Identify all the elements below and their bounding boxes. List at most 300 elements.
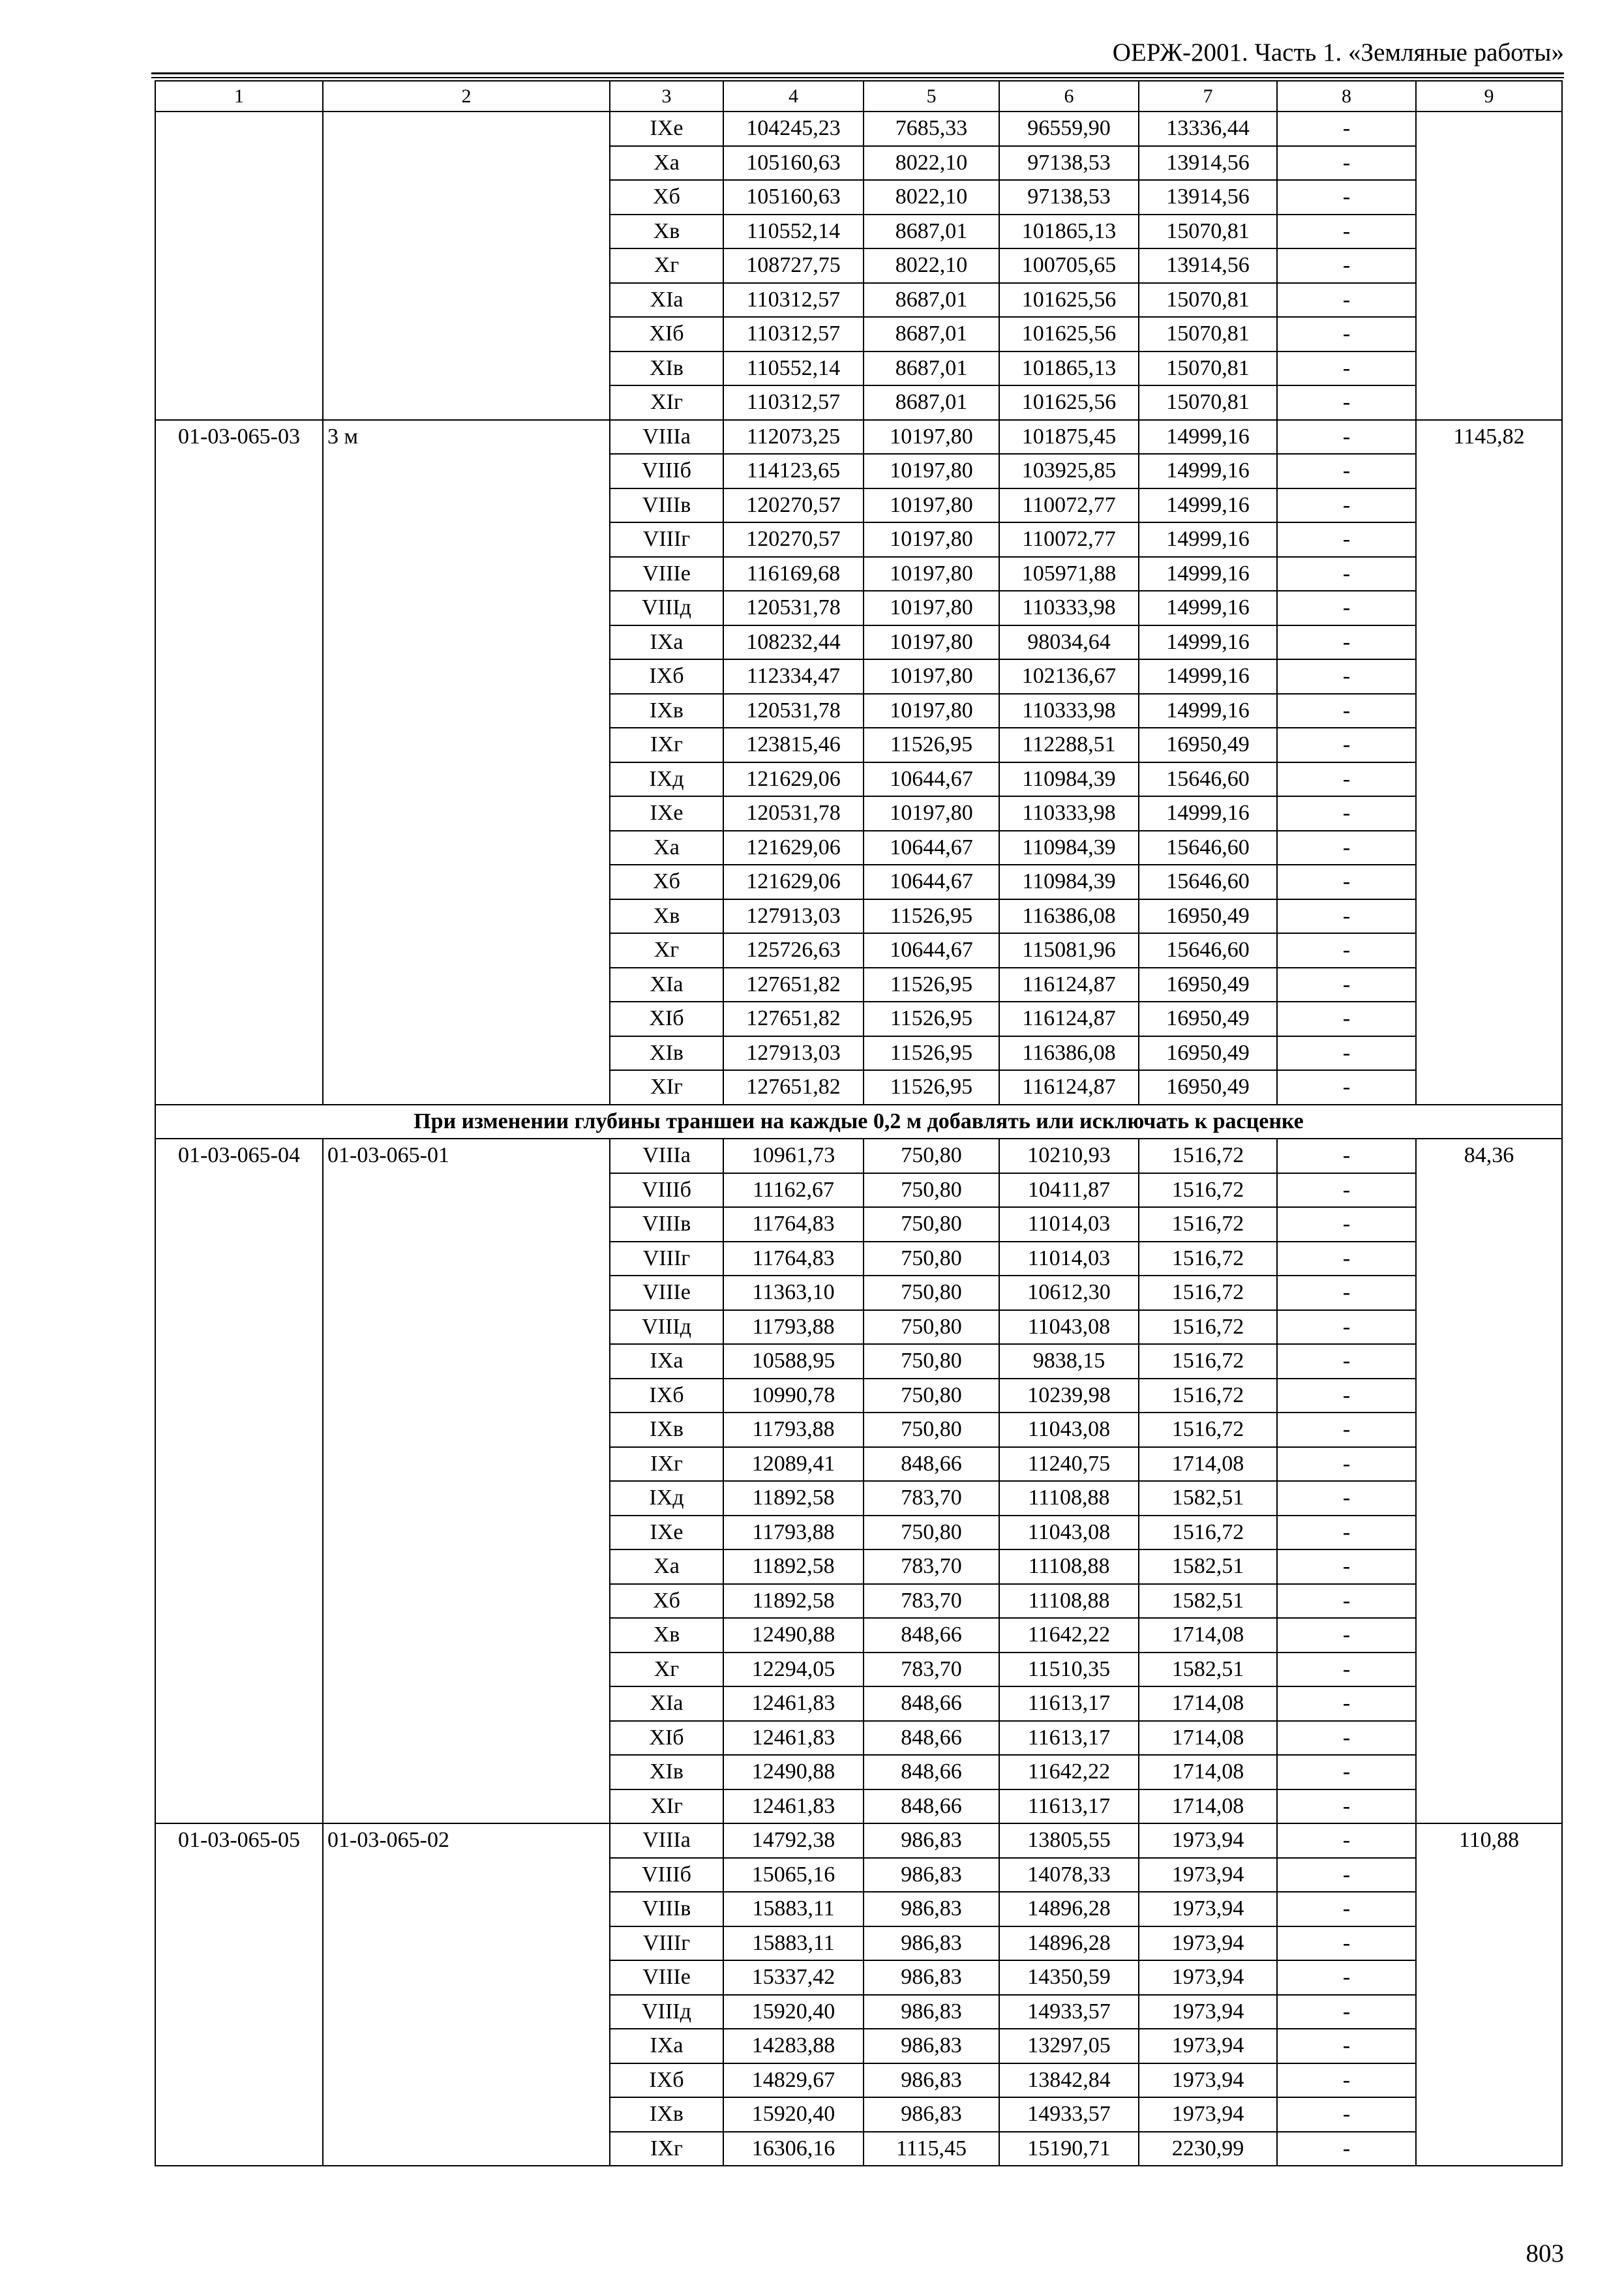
table-cell: 103925,85 bbox=[999, 454, 1139, 488]
table-cell: 10644,67 bbox=[864, 762, 999, 797]
table-cell: Xг bbox=[610, 933, 723, 968]
table-cell: 10961,73 bbox=[723, 1139, 864, 1173]
table-cell: - bbox=[1277, 831, 1416, 865]
table-cell: IXе bbox=[610, 1516, 723, 1550]
table-cell: 1973,94 bbox=[1139, 1926, 1277, 1961]
table-cell: 1714,08 bbox=[1139, 1686, 1277, 1721]
table-cell: 14350,59 bbox=[999, 1960, 1139, 1995]
table-cell: 121629,06 bbox=[723, 865, 864, 899]
table-cell: 11526,95 bbox=[864, 1036, 999, 1071]
table-cell: 116169,68 bbox=[723, 557, 864, 591]
table-cell: 100705,65 bbox=[999, 248, 1139, 283]
table-cell: 8022,10 bbox=[864, 146, 999, 181]
table-cell: 11510,35 bbox=[999, 1653, 1139, 1687]
table-cell: VIIIб bbox=[610, 454, 723, 488]
table-cell: Xа bbox=[610, 831, 723, 865]
table-cell: 16950,49 bbox=[1139, 728, 1277, 762]
table-cell: 750,80 bbox=[864, 1276, 999, 1310]
header-rule-thin bbox=[151, 77, 1564, 78]
table-cell: VIIIв bbox=[610, 1892, 723, 1926]
table-cell: 10644,67 bbox=[864, 865, 999, 899]
table-cell: 10197,80 bbox=[864, 625, 999, 660]
table-cell: VIIIг bbox=[610, 1242, 723, 1276]
table-cell: - bbox=[1277, 1242, 1416, 1276]
table-cell: - bbox=[1277, 1618, 1416, 1653]
table-cell: 986,83 bbox=[864, 1823, 999, 1858]
table-cell: 10588,95 bbox=[723, 1344, 864, 1379]
table-cell: 11613,17 bbox=[999, 1721, 1139, 1756]
table-cell: - bbox=[1277, 352, 1416, 386]
table-cell: - bbox=[1277, 1447, 1416, 1482]
table-cell: 11108,88 bbox=[999, 1549, 1139, 1584]
table-cell: 97138,53 bbox=[999, 146, 1139, 181]
table-cell: 110333,98 bbox=[999, 591, 1139, 625]
table-cell: 12461,83 bbox=[723, 1721, 864, 1756]
note-row bbox=[155, 1105, 1562, 1139]
table-cell: VIIIб bbox=[610, 1173, 723, 1208]
table-cell: 1714,08 bbox=[1139, 1721, 1277, 1756]
table-cell: 110072,77 bbox=[999, 522, 1139, 557]
column-header-row bbox=[155, 81, 1562, 112]
table-cell: 11613,17 bbox=[999, 1686, 1139, 1721]
table-cell: VIIIв bbox=[610, 488, 723, 523]
table-cell: 14999,16 bbox=[1139, 591, 1277, 625]
table-cell: VIIIе bbox=[610, 557, 723, 591]
table-cell: Xа bbox=[610, 1549, 723, 1584]
table-cell: 108727,75 bbox=[723, 248, 864, 283]
table-cell: 8687,01 bbox=[864, 385, 999, 420]
table-cell: - bbox=[1277, 694, 1416, 728]
table-cell: 11043,08 bbox=[999, 1310, 1139, 1345]
table-cell: VIIIд bbox=[610, 1995, 723, 2029]
table-cell: 1516,72 bbox=[1139, 1207, 1277, 1242]
table-cell: 750,80 bbox=[864, 1413, 999, 1447]
table-cell: XIа bbox=[610, 283, 723, 318]
column-header: 9 bbox=[1416, 81, 1562, 112]
table-cell: 11014,03 bbox=[999, 1242, 1139, 1276]
table-cell: VIIIа bbox=[610, 420, 723, 455]
table-cell: 10644,67 bbox=[864, 933, 999, 968]
column-header: 5 bbox=[864, 81, 999, 112]
table-cell: 15070,81 bbox=[1139, 283, 1277, 318]
table-cell: 11014,03 bbox=[999, 1207, 1139, 1242]
table-cell: 11162,67 bbox=[723, 1173, 864, 1208]
table-cell: 101625,56 bbox=[999, 283, 1139, 318]
table-cell: 1582,51 bbox=[1139, 1481, 1277, 1516]
table-cell: 8687,01 bbox=[864, 283, 999, 318]
table-cell: 120531,78 bbox=[723, 796, 864, 831]
table-cell: 986,83 bbox=[864, 2063, 999, 2098]
table-cell: - bbox=[1277, 1926, 1416, 1961]
table-cell: 11526,95 bbox=[864, 968, 999, 1002]
table-cell: 15065,16 bbox=[723, 1858, 864, 1893]
table-cell: - bbox=[1277, 933, 1416, 968]
table-cell: 750,80 bbox=[864, 1344, 999, 1379]
table-cell: 14283,88 bbox=[723, 2029, 864, 2063]
table-cell: - bbox=[1277, 180, 1416, 215]
table-cell: 13914,56 bbox=[1139, 180, 1277, 215]
table-cell: - bbox=[1277, 1481, 1416, 1516]
table-cell: 13297,05 bbox=[999, 2029, 1139, 2063]
table-cell: 1973,94 bbox=[1139, 1858, 1277, 1893]
table-cell: 1973,94 bbox=[1139, 2097, 1277, 2132]
table-cell: 97138,53 bbox=[999, 180, 1139, 215]
table-cell: VIIIа bbox=[610, 1139, 723, 1173]
table-cell: 127651,82 bbox=[723, 1002, 864, 1036]
table-cell: 14896,28 bbox=[999, 1926, 1139, 1961]
table-cell: - bbox=[1277, 1686, 1416, 1721]
table-cell: 11892,58 bbox=[723, 1584, 864, 1619]
table-cell: 8022,10 bbox=[864, 248, 999, 283]
table-cell: - bbox=[1277, 1036, 1416, 1071]
table-cell: 11363,10 bbox=[723, 1276, 864, 1310]
table-cell: 7685,33 bbox=[864, 112, 999, 146]
table-cell: IXг bbox=[610, 2132, 723, 2166]
column-header: 2 bbox=[323, 81, 610, 112]
table-cell: 14999,16 bbox=[1139, 557, 1277, 591]
table-cell: - bbox=[1277, 2097, 1416, 2132]
table-cell: 986,83 bbox=[864, 1926, 999, 1961]
table-cell: 1973,94 bbox=[1139, 1995, 1277, 2029]
rate-name: 3 м bbox=[323, 420, 610, 1105]
table-cell: 12461,83 bbox=[723, 1686, 864, 1721]
table-cell: 110984,39 bbox=[999, 762, 1139, 797]
table-cell: 10239,98 bbox=[999, 1379, 1139, 1413]
table-cell: 14792,38 bbox=[723, 1823, 864, 1858]
table-cell: 8687,01 bbox=[864, 352, 999, 386]
page-header: ОЕРЖ-2001. Часть 1. «Земляные работы» bbox=[1112, 38, 1564, 67]
table-cell: 1115,45 bbox=[864, 2132, 999, 2166]
table-cell: 114123,65 bbox=[723, 454, 864, 488]
table-cell: 116124,87 bbox=[999, 1070, 1139, 1105]
table-cell: XIб bbox=[610, 1002, 723, 1036]
table-cell: Xа bbox=[610, 146, 723, 181]
table-cell: IXе bbox=[610, 112, 723, 146]
table-cell: - bbox=[1277, 1310, 1416, 1345]
table-cell: XIг bbox=[610, 1070, 723, 1105]
column-header: 8 bbox=[1277, 81, 1416, 112]
table-cell: 14999,16 bbox=[1139, 659, 1277, 694]
table-cell: 15070,81 bbox=[1139, 317, 1277, 352]
table-cell: 12294,05 bbox=[723, 1653, 864, 1687]
table-cell: 116124,87 bbox=[999, 1002, 1139, 1036]
table-cell: 783,70 bbox=[864, 1653, 999, 1687]
table-cell: - bbox=[1277, 1789, 1416, 1824]
table-cell: 986,83 bbox=[864, 2029, 999, 2063]
table-cell: - bbox=[1277, 1549, 1416, 1584]
table-cell: - bbox=[1277, 454, 1416, 488]
table-cell: 15883,11 bbox=[723, 1926, 864, 1961]
table-cell: 10210,93 bbox=[999, 1139, 1139, 1173]
table-cell: VIIIд bbox=[610, 591, 723, 625]
table-row bbox=[155, 1139, 1562, 1173]
table-cell: 1516,72 bbox=[1139, 1139, 1277, 1173]
table-cell: 14999,16 bbox=[1139, 694, 1277, 728]
table-cell: 14999,16 bbox=[1139, 420, 1277, 455]
table-cell: XIг bbox=[610, 1789, 723, 1824]
table-cell: 16950,49 bbox=[1139, 1036, 1277, 1071]
table-cell: IXа bbox=[610, 2029, 723, 2063]
table-cell: 121629,06 bbox=[723, 762, 864, 797]
table-cell: 1516,72 bbox=[1139, 1242, 1277, 1276]
table-cell: - bbox=[1277, 385, 1416, 420]
depth-note: При изменении глубины траншеи на каждые 0,2 м добавлять или исключать к расценке bbox=[155, 1105, 1562, 1139]
rate-name bbox=[323, 112, 610, 420]
table-cell: 123815,46 bbox=[723, 728, 864, 762]
table-cell: 14999,16 bbox=[1139, 625, 1277, 660]
table-cell: 11764,83 bbox=[723, 1242, 864, 1276]
column-header: 1 bbox=[155, 81, 323, 112]
table-cell: 750,80 bbox=[864, 1379, 999, 1413]
table-cell: 105160,63 bbox=[723, 146, 864, 181]
table-cell: VIIIа bbox=[610, 1823, 723, 1858]
table-cell: 11526,95 bbox=[864, 728, 999, 762]
table-cell: 15883,11 bbox=[723, 1892, 864, 1926]
table-cell: 9838,15 bbox=[999, 1344, 1139, 1379]
table-cell: 1516,72 bbox=[1139, 1516, 1277, 1550]
table-cell: VIIIе bbox=[610, 1276, 723, 1310]
table-cell: 1973,94 bbox=[1139, 2063, 1277, 2098]
table-cell: 1714,08 bbox=[1139, 1618, 1277, 1653]
table-cell: 11793,88 bbox=[723, 1413, 864, 1447]
table-cell: 16950,49 bbox=[1139, 968, 1277, 1002]
table-cell: 8022,10 bbox=[864, 180, 999, 215]
table-cell: 110333,98 bbox=[999, 694, 1139, 728]
table-cell: 115081,96 bbox=[999, 933, 1139, 968]
table-cell: 750,80 bbox=[864, 1310, 999, 1345]
table-cell: 116386,08 bbox=[999, 899, 1139, 934]
table-cell: IXв bbox=[610, 694, 723, 728]
table-cell: 10197,80 bbox=[864, 420, 999, 455]
table-cell: 1714,08 bbox=[1139, 1755, 1277, 1789]
table-cell: 16950,49 bbox=[1139, 899, 1277, 934]
table-cell: 8687,01 bbox=[864, 215, 999, 249]
table-cell: XIв bbox=[610, 1755, 723, 1789]
table-cell: 15646,60 bbox=[1139, 933, 1277, 968]
table-cell: - bbox=[1277, 762, 1416, 797]
table-cell: XIб bbox=[610, 317, 723, 352]
table-cell: 11526,95 bbox=[864, 1070, 999, 1105]
table-cell: - bbox=[1277, 215, 1416, 249]
table-cell: 110072,77 bbox=[999, 488, 1139, 523]
table-cell: 11892,58 bbox=[723, 1549, 864, 1584]
table-cell: 1582,51 bbox=[1139, 1584, 1277, 1619]
table-cell: 102136,67 bbox=[999, 659, 1139, 694]
table-cell: - bbox=[1277, 146, 1416, 181]
table-cell: 10197,80 bbox=[864, 659, 999, 694]
table-cell: 10197,80 bbox=[864, 694, 999, 728]
table-cell: 10197,80 bbox=[864, 557, 999, 591]
table-cell: - bbox=[1277, 420, 1416, 455]
table-cell: 10197,80 bbox=[864, 522, 999, 557]
table-cell: 16950,49 bbox=[1139, 1070, 1277, 1105]
table-cell: Xг bbox=[610, 1653, 723, 1687]
column-header: 3 bbox=[610, 81, 723, 112]
table-cell: - bbox=[1277, 1002, 1416, 1036]
table-cell: - bbox=[1277, 557, 1416, 591]
table-cell: IXе bbox=[610, 796, 723, 831]
table-cell: VIIIг bbox=[610, 1926, 723, 1961]
table-cell: 101865,13 bbox=[999, 215, 1139, 249]
table-cell: 783,70 bbox=[864, 1481, 999, 1516]
table-cell: Xг bbox=[610, 248, 723, 283]
header-rule bbox=[151, 72, 1564, 74]
table-cell: 11043,08 bbox=[999, 1413, 1139, 1447]
table-cell: - bbox=[1277, 968, 1416, 1002]
table-row bbox=[155, 420, 1562, 455]
table-cell: IXб bbox=[610, 2063, 723, 2098]
rate-name: 01-03-065-02 bbox=[323, 1823, 610, 2166]
table-cell: 108232,44 bbox=[723, 625, 864, 660]
table-cell: - bbox=[1277, 1516, 1416, 1550]
table-cell: - bbox=[1277, 1892, 1416, 1926]
table-cell: - bbox=[1277, 1139, 1416, 1173]
table-cell: 14933,57 bbox=[999, 1995, 1139, 2029]
table-cell: Xб bbox=[610, 865, 723, 899]
rates-table bbox=[155, 80, 1563, 2166]
table-row bbox=[155, 1823, 1562, 1858]
table-cell: - bbox=[1277, 1721, 1416, 1756]
rate-col9: 110,88 bbox=[1416, 1823, 1562, 2166]
table-cell: 10197,80 bbox=[864, 488, 999, 523]
table-cell: 1516,72 bbox=[1139, 1276, 1277, 1310]
table-cell: - bbox=[1277, 283, 1416, 318]
table-cell: 12089,41 bbox=[723, 1447, 864, 1482]
table-cell: IXг bbox=[610, 728, 723, 762]
table-cell: 110984,39 bbox=[999, 831, 1139, 865]
table-cell: IXг bbox=[610, 1447, 723, 1482]
table-cell: - bbox=[1277, 112, 1416, 146]
table-cell: 15070,81 bbox=[1139, 385, 1277, 420]
table-cell: - bbox=[1277, 2063, 1416, 2098]
table-cell: 1973,94 bbox=[1139, 2029, 1277, 2063]
table-cell: 12490,88 bbox=[723, 1618, 864, 1653]
table-cell: Xб bbox=[610, 1584, 723, 1619]
table-cell: 10644,67 bbox=[864, 831, 999, 865]
page-number: 803 bbox=[1526, 2239, 1564, 2267]
table-cell: 112288,51 bbox=[999, 728, 1139, 762]
table-cell: 14999,16 bbox=[1139, 796, 1277, 831]
table-cell: 848,66 bbox=[864, 1686, 999, 1721]
table-cell: 986,83 bbox=[864, 1858, 999, 1893]
table-cell: IXв bbox=[610, 1413, 723, 1447]
table-cell: 1714,08 bbox=[1139, 1447, 1277, 1482]
table-cell: 11108,88 bbox=[999, 1584, 1139, 1619]
table-cell: 112073,25 bbox=[723, 420, 864, 455]
table-cell: 1973,94 bbox=[1139, 1892, 1277, 1926]
table-cell: - bbox=[1277, 2132, 1416, 2166]
table-cell: 15337,42 bbox=[723, 1960, 864, 1995]
table-cell: 13842,84 bbox=[999, 2063, 1139, 2098]
table-cell: XIв bbox=[610, 352, 723, 386]
table-cell: 14896,28 bbox=[999, 1892, 1139, 1926]
table-cell: Xв bbox=[610, 215, 723, 249]
table-cell: 15646,60 bbox=[1139, 865, 1277, 899]
table-cell: 1516,72 bbox=[1139, 1379, 1277, 1413]
table-cell: VIIIб bbox=[610, 1858, 723, 1893]
table-cell: 13914,56 bbox=[1139, 146, 1277, 181]
table-cell: XIг bbox=[610, 385, 723, 420]
table-cell: 110312,57 bbox=[723, 317, 864, 352]
table-cell: IXв bbox=[610, 2097, 723, 2132]
table-cell: 1516,72 bbox=[1139, 1413, 1277, 1447]
table-cell: 848,66 bbox=[864, 1755, 999, 1789]
table-cell: - bbox=[1277, 1276, 1416, 1310]
table-cell: 783,70 bbox=[864, 1549, 999, 1584]
table-cell: - bbox=[1277, 1823, 1416, 1858]
table-cell: 116124,87 bbox=[999, 968, 1139, 1002]
table-cell: 11526,95 bbox=[864, 1002, 999, 1036]
table-cell: - bbox=[1277, 1379, 1416, 1413]
table-cell: Xв bbox=[610, 899, 723, 934]
table-cell: 98034,64 bbox=[999, 625, 1139, 660]
table-cell: - bbox=[1277, 488, 1416, 523]
table-cell: 104245,23 bbox=[723, 112, 864, 146]
table-cell: 116386,08 bbox=[999, 1036, 1139, 1071]
table-cell: 11764,83 bbox=[723, 1207, 864, 1242]
rate-col9 bbox=[1416, 112, 1562, 420]
table-cell: IXд bbox=[610, 1481, 723, 1516]
table-cell: - bbox=[1277, 1584, 1416, 1619]
rate-name: 01-03-065-01 bbox=[323, 1139, 610, 1823]
table-cell: 10197,80 bbox=[864, 796, 999, 831]
table-cell: XIб bbox=[610, 1721, 723, 1756]
table-cell: 110312,57 bbox=[723, 385, 864, 420]
table-cell: 96559,90 bbox=[999, 112, 1139, 146]
table-cell: 10197,80 bbox=[864, 591, 999, 625]
table-cell: 11793,88 bbox=[723, 1310, 864, 1345]
table-cell: 750,80 bbox=[864, 1139, 999, 1173]
table-cell: 15646,60 bbox=[1139, 762, 1277, 797]
table-cell: - bbox=[1277, 728, 1416, 762]
table-cell: 120531,78 bbox=[723, 694, 864, 728]
table-cell: 11642,22 bbox=[999, 1618, 1139, 1653]
table-cell: Xб bbox=[610, 180, 723, 215]
rate-code: 01-03-065-05 bbox=[155, 1823, 323, 2166]
table-cell: 10411,87 bbox=[999, 1173, 1139, 1208]
table-cell: VIIIг bbox=[610, 522, 723, 557]
table-cell: 101625,56 bbox=[999, 317, 1139, 352]
table-cell: - bbox=[1277, 1413, 1416, 1447]
table-cell: 110984,39 bbox=[999, 865, 1139, 899]
column-header: 7 bbox=[1139, 81, 1277, 112]
table-cell: 11240,75 bbox=[999, 1447, 1139, 1482]
table-cell: IXб bbox=[610, 659, 723, 694]
table-cell: IXа bbox=[610, 1344, 723, 1379]
table-cell: 112334,47 bbox=[723, 659, 864, 694]
table-cell: XIа bbox=[610, 968, 723, 1002]
table-cell: 15070,81 bbox=[1139, 352, 1277, 386]
table-cell: 986,83 bbox=[864, 1892, 999, 1926]
table-cell: 121629,06 bbox=[723, 831, 864, 865]
table-cell: 105971,88 bbox=[999, 557, 1139, 591]
table-cell: 13336,44 bbox=[1139, 112, 1277, 146]
table-cell: 105160,63 bbox=[723, 180, 864, 215]
rate-code: 01-03-065-04 bbox=[155, 1139, 323, 1823]
table-cell: 1582,51 bbox=[1139, 1549, 1277, 1584]
table-cell: 110333,98 bbox=[999, 796, 1139, 831]
table-cell: XIв bbox=[610, 1036, 723, 1071]
table-cell: 10990,78 bbox=[723, 1379, 864, 1413]
rate-col9: 84,36 bbox=[1416, 1139, 1562, 1823]
table-cell: 1973,94 bbox=[1139, 1960, 1277, 1995]
table-cell: 848,66 bbox=[864, 1618, 999, 1653]
table-cell: - bbox=[1277, 317, 1416, 352]
table-cell: 110312,57 bbox=[723, 283, 864, 318]
table-cell: VIIIд bbox=[610, 1310, 723, 1345]
table-cell: 986,83 bbox=[864, 1995, 999, 2029]
table-cell: 750,80 bbox=[864, 1173, 999, 1208]
